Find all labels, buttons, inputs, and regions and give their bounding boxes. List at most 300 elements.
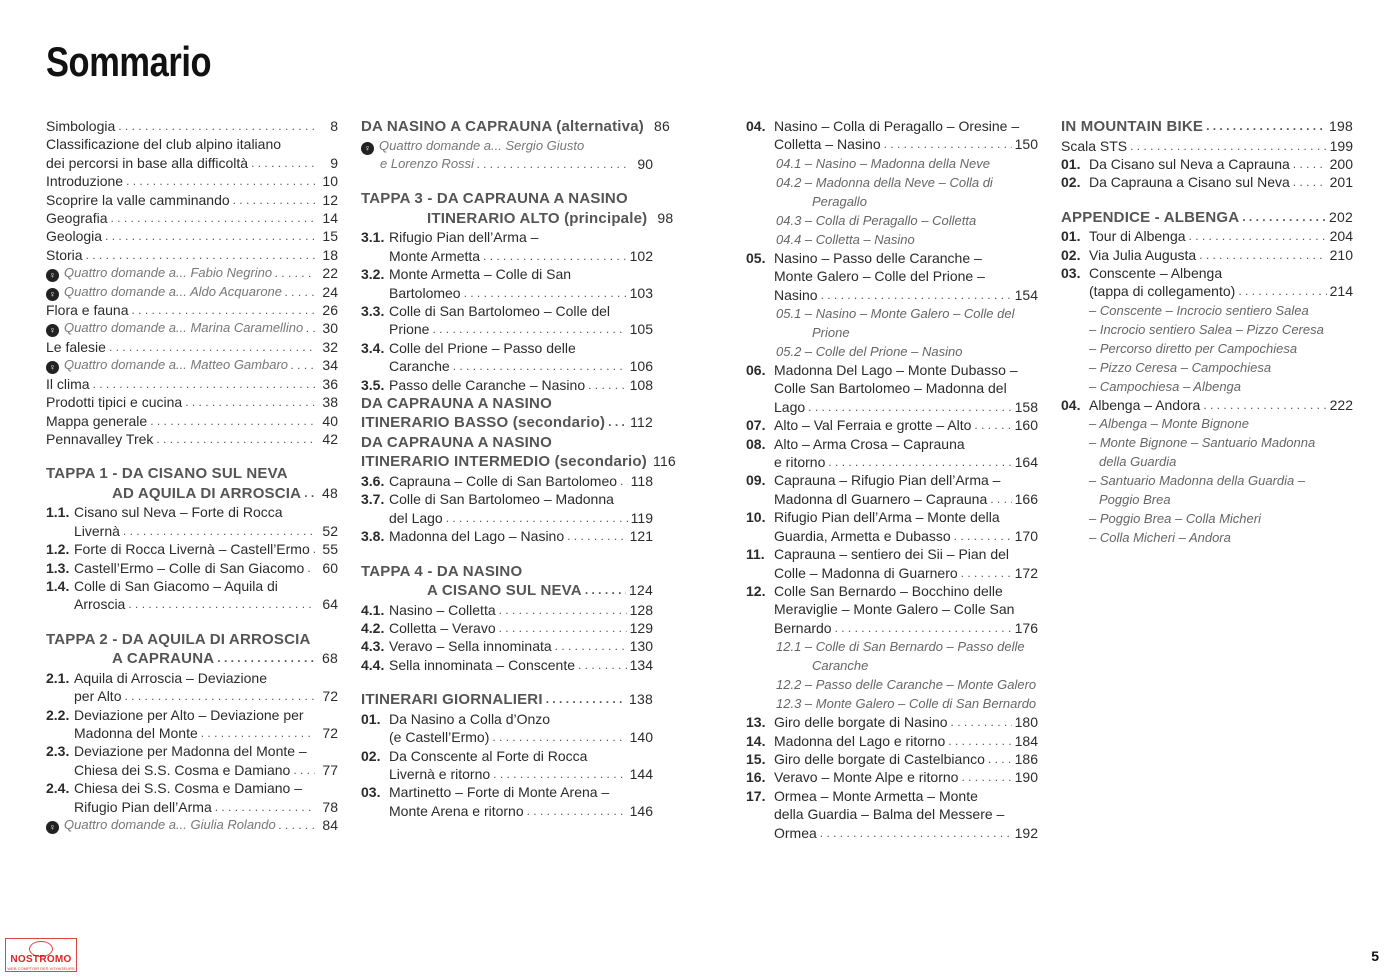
toc-entry-body: [74, 742, 338, 779]
toc-line: [1061, 137, 1353, 155]
toc-entry-body: [46, 430, 338, 448]
toc-page-number: 98: [657, 209, 674, 226]
toc-entry-title: Lago: [774, 398, 806, 415]
toc-entry-line: Ormea – Monte Armetta – Monte: [774, 787, 978, 804]
toc-line: [1089, 227, 1353, 245]
toc-entry: [46, 338, 338, 356]
toc-entry-line: Nasino – Passo delle Caranche –: [774, 249, 982, 266]
sub-entry: 04.1 – Nasino – Madonna della Neve: [776, 155, 990, 171]
toc-page-number: 40: [322, 412, 338, 429]
toc-line: [774, 135, 1038, 153]
toc-entry: [46, 191, 338, 209]
toc-entry-body: [774, 768, 1038, 786]
toc-entry-title: Passo delle Caranche – Nasino: [389, 376, 586, 393]
dot-leader: [313, 540, 315, 558]
toc-page-number: 102: [629, 247, 653, 264]
toc-page-number: 204: [1329, 228, 1353, 245]
toc-page-number: 201: [1329, 174, 1353, 191]
toc-page-number: 90: [637, 155, 653, 172]
numbered-entry: [361, 783, 653, 820]
interview-entry: [361, 137, 653, 155]
toc-entry-body: [46, 172, 338, 190]
toc-entry-body: [46, 393, 338, 411]
toc-entry-title: Geologia: [46, 228, 103, 245]
numbered-entry: [1061, 396, 1353, 414]
toc-entry-body: [389, 783, 653, 820]
numbered-entry: [361, 637, 653, 655]
interview-icon: ♀: [46, 361, 59, 374]
sub-entry: – Conscente – Incrocio sentiero Salea: [1089, 302, 1309, 318]
toc-entry-title: Simbologia: [46, 118, 116, 134]
toc-entry-body: [1089, 155, 1353, 173]
numbered-entry: [361, 656, 653, 674]
toc-entry-title: Madonna del Monte: [74, 724, 198, 741]
toc-entry-title: AD AQUILA DI ARROSCIA: [112, 484, 302, 502]
numbered-entry: [746, 117, 1038, 154]
dot-leader: [279, 816, 315, 834]
numbered-entry: [746, 416, 1038, 434]
entry-number: 2.2.: [46, 706, 70, 723]
toc-line: [46, 649, 338, 669]
toc-entry-body: [46, 191, 338, 209]
toc-line: [46, 816, 338, 834]
numbered-entry: [746, 545, 1038, 582]
entry-number: 06.: [746, 362, 766, 379]
toc-entry-line: della Guardia – Balma del Messere –: [774, 806, 1005, 823]
toc-page-number: 36: [322, 375, 338, 392]
toc-entry-line: Nasino – Colla di Peragallo – Oresine –: [774, 118, 1020, 134]
toc-entry-line: Monte Galero – Colle del Prione –: [774, 268, 985, 285]
toc-page-number: 10: [322, 173, 338, 190]
toc-entry-title: Nasino – Colletta: [389, 601, 496, 618]
toc-line: [46, 283, 338, 301]
toc-entry-body: [46, 338, 338, 356]
dot-leader: [126, 172, 315, 190]
toc-entry-body: [46, 319, 338, 337]
dot-leader: [215, 798, 315, 816]
toc-page-number: 68: [322, 650, 338, 667]
toc-entry-title: Da Cisano sul Neva a Caprauna: [1089, 155, 1290, 172]
entry-number: 3.7.: [361, 491, 385, 508]
numbered-entry: [361, 527, 653, 545]
section-heading-line: DA CAPRAUNA A NASINO: [361, 433, 552, 451]
toc-line: [46, 191, 338, 209]
toc-line: [774, 564, 1038, 582]
section-heading: [361, 433, 676, 472]
dot-leader: [1199, 246, 1326, 264]
toc-entry: [46, 227, 338, 245]
numbered-entry: [361, 747, 653, 784]
numbered-entry: [746, 361, 1038, 416]
toc-page-number: 9: [330, 154, 338, 171]
entry-number: 04.: [1061, 396, 1081, 413]
numbered-entry: [746, 435, 1038, 472]
numbered-entry: [46, 742, 338, 779]
toc-page-number: 214: [1329, 283, 1353, 300]
toc-column-1: [46, 117, 338, 834]
entry-number: 2.4.: [46, 780, 70, 797]
toc-page-number: 134: [629, 656, 653, 673]
toc-line: [361, 452, 676, 472]
toc-entry-body: [389, 527, 653, 545]
sub-entry: 04.3 – Colla di Peragallo – Colletta: [776, 212, 977, 228]
toc-page-number: 12: [322, 191, 338, 208]
dot-leader: [123, 522, 315, 540]
toc-page-number: 166: [1014, 490, 1038, 507]
toc-entry-body: [774, 713, 1038, 731]
toc-entry-title: Rifugio Pian dell’Arma: [74, 798, 212, 815]
toc-line: [46, 338, 338, 356]
dot-leader: [499, 619, 627, 637]
dot-leader: [884, 135, 1012, 153]
numbered-entry: [746, 508, 1038, 545]
dot-leader: [446, 509, 628, 527]
entry-number: 01.: [361, 710, 381, 727]
toc-entry-body: [46, 356, 338, 374]
toc-entry-line: Da Conscente al Forte di Rocca: [389, 747, 588, 764]
toc-entry-body: [389, 637, 653, 655]
entry-number: 3.2.: [361, 266, 385, 283]
dot-leader: [1189, 227, 1327, 245]
dot-leader: [828, 453, 1011, 471]
toc-line: [74, 724, 338, 742]
sub-entry-continuation: Peragallo: [812, 193, 867, 209]
toc-entry-title: [361, 155, 474, 173]
toc-entry-title: Storia: [46, 246, 83, 263]
toc-entry-title: Livernà e ritorno: [389, 765, 491, 782]
toc-page-number: 200: [1329, 155, 1353, 172]
sub-entry: – Albenga – Monte Bignone: [1089, 416, 1249, 432]
page-number: 5: [1371, 948, 1379, 964]
toc-line: [361, 137, 653, 155]
toc-entry-title: Bernardo: [774, 619, 832, 636]
dot-leader: [185, 393, 315, 411]
toc-page-number: 172: [1014, 564, 1038, 581]
toc-page-number: 64: [322, 596, 338, 613]
toc-page-number: 140: [629, 729, 653, 746]
entry-number: 08.: [746, 435, 766, 452]
dot-leader: [988, 750, 1012, 768]
toc-page-number: 192: [1014, 824, 1038, 841]
numbered-entry: [746, 750, 1038, 768]
toc-page-number: 60: [322, 559, 338, 576]
toc-line: [389, 802, 653, 820]
toc-line: [389, 509, 653, 527]
numbered-entry: [46, 706, 338, 743]
toc-page-number: 129: [629, 620, 653, 636]
sub-entry: – Santuario Madonna della Guardia –: [1089, 473, 1306, 489]
toc-entry-title: Da Caprauna a Cisano sul Neva: [1089, 174, 1290, 191]
toc-line: [389, 284, 653, 302]
numbered-entry: [46, 540, 338, 558]
toc-page-number: 150: [1014, 136, 1038, 153]
toc-page-number: 103: [629, 284, 653, 301]
toc-line: [361, 209, 674, 229]
interview-entry: [46, 356, 338, 374]
dot-leader: [128, 595, 315, 613]
toc-entry-line: Conscente – Albenga: [1089, 265, 1223, 282]
interview-icon: ♀: [46, 324, 59, 337]
sub-entry: – Poggio Brea – Colla Micheri: [1089, 511, 1261, 527]
sub-entry: 12.2 – Passo delle Caranche – Monte Galero: [776, 677, 1037, 693]
toc-line: [74, 522, 338, 540]
dot-leader: [608, 413, 627, 433]
toc-entry-body: [389, 490, 653, 527]
entry-number: 12.: [746, 582, 766, 599]
toc-entry-line: Martinetto – Forte di Monte Arena –: [389, 784, 610, 801]
entry-number: 10.: [746, 509, 766, 526]
toc-entry-title: Livernà: [74, 522, 120, 539]
toc-entry-body: [74, 577, 338, 614]
dot-leader: [109, 338, 315, 356]
toc-entry-title: Forte di Rocca Livernà – Castell’Ermo: [74, 541, 310, 558]
entry-number: 02.: [361, 747, 381, 764]
publisher-logo: [5, 938, 77, 972]
toc-entry-title: Geografia: [46, 210, 108, 227]
toc-page-number: 160: [1014, 417, 1038, 434]
toc-line: [389, 472, 653, 490]
toc-entry-title: Mappa generale: [46, 412, 148, 429]
toc-entry-title: Chiesa dei S.S. Cosma e Damiano: [74, 761, 291, 778]
numbered-entry: [746, 249, 1038, 304]
dot-leader: [93, 375, 315, 393]
numbered-entry: [46, 577, 338, 614]
dot-leader: [124, 687, 315, 705]
entry-number: 1.1.: [46, 504, 70, 521]
entry-number: 1.3.: [46, 559, 70, 576]
dot-leader: [432, 320, 626, 338]
dot-leader: [453, 357, 627, 375]
numbered-entry: [1061, 227, 1353, 245]
toc-entry-line: Colle di San Bartolomeo – Colle del: [389, 302, 611, 319]
toc-entry-title: Prodotti tipici e cucina: [46, 394, 183, 411]
toc-entry-title: (tappa di collegamento): [1089, 283, 1236, 300]
entry-number: 2.3.: [46, 743, 70, 760]
entry-number: 04.: [746, 118, 766, 134]
toc-entry-body: [389, 747, 653, 784]
toc-entry-body: [46, 301, 338, 319]
entry-number: 4.4.: [361, 656, 385, 673]
toc-line: [361, 690, 653, 710]
entry-number: 3.8.: [361, 528, 385, 545]
toc-page-number: 121: [629, 528, 653, 545]
toc-page-number: 128: [629, 601, 653, 618]
interview-title: Quattro domande a... Sergio Giusto: [379, 137, 585, 153]
toc-entry: [1061, 137, 1353, 155]
toc-line: [46, 172, 338, 190]
toc-line: [389, 728, 653, 746]
toc-line: [361, 117, 670, 137]
toc-page-number: 119: [630, 509, 653, 526]
interview-icon: ♀: [46, 269, 59, 282]
interview-title: Quattro domande a... Marina Caramellino: [64, 320, 304, 336]
toc-line: [46, 117, 338, 135]
toc-entry-body: [74, 669, 338, 706]
toc-entry-body: [774, 508, 1038, 545]
toc-entry-title: A CAPRAUNA: [112, 650, 215, 668]
entry-number: 2.1.: [46, 669, 70, 686]
toc-entry-title: Pennavalley Trek: [46, 430, 154, 447]
toc-line: [361, 155, 653, 173]
toc-entry-line: Chiesa dei S.S. Cosma e Damiano –: [74, 780, 302, 797]
section-heading: [361, 189, 674, 228]
toc-entry-title: Madonna del Lago e ritorno: [774, 732, 946, 749]
toc-page-number: 84: [322, 817, 338, 833]
entry-number: 14.: [746, 732, 766, 749]
toc-page-number: 186: [1014, 750, 1038, 767]
entry-number: 17.: [746, 787, 766, 804]
toc-page-number: 106: [629, 358, 653, 375]
interview-title: Quattro domande a... Aldo Acquarone: [64, 283, 283, 299]
toc-entry: [46, 412, 338, 430]
toc-line: [774, 732, 1038, 750]
toc-entry-title: Nasino: [774, 286, 818, 303]
dot-leader: [201, 724, 315, 742]
toc-entry-title: Guardia, Armetta e Dubasso: [774, 527, 951, 544]
toc-line: [389, 247, 653, 265]
logo-subtext: WEB COMPTOIR DES VOYAGEURS: [7, 966, 75, 971]
toc-entry-title: Caranche: [389, 358, 450, 375]
toc-line: [46, 264, 338, 282]
toc-page-number: 130: [629, 638, 653, 655]
toc-entry-line: Da Nasino a Colla d’Onzo: [389, 710, 551, 727]
dot-leader: [217, 649, 315, 669]
dot-leader: [275, 264, 315, 282]
interview-icon: ♀: [46, 288, 59, 301]
toc-page-number: 48: [322, 484, 338, 501]
dot-leader: [493, 765, 626, 783]
toc-line: [389, 656, 653, 674]
sub-entry: 05.1 – Nasino – Monte Galero – Colle del: [776, 306, 1015, 322]
toc-line: [46, 430, 338, 448]
toc-page-number: 199: [1329, 137, 1353, 154]
toc-entry-title: APPENDICE - ALBENGA: [1061, 208, 1240, 226]
entry-number: 09.: [746, 472, 766, 489]
toc-entry-title: Giro delle borgate di Castelbianco: [774, 750, 985, 767]
toc-page-number: 198: [1329, 118, 1353, 134]
dot-leader: [961, 768, 1011, 786]
toc-page-number: 190: [1014, 769, 1038, 786]
sub-entry-continuation: della Guardia: [1099, 454, 1177, 470]
dot-leader: [954, 527, 1012, 545]
toc-page-number: 18: [322, 246, 338, 263]
interview-entry: [361, 155, 653, 173]
toc-line: [389, 765, 653, 783]
section-heading: [46, 464, 338, 503]
toc-entry-title: Monte Arena e ritorno: [389, 802, 524, 819]
toc-entry-body: [1089, 264, 1353, 301]
toc-page-number: 170: [1014, 527, 1038, 544]
sub-entry: – Incrocio sentiero Salea – Pizzo Ceresa: [1089, 321, 1324, 337]
entry-number: 01.: [1061, 228, 1081, 245]
section-heading-line: TAPPA 1 - DA CISANO SUL NEVA: [46, 465, 288, 483]
toc-entry-title: [46, 816, 276, 834]
toc-page-number: 138: [629, 691, 653, 708]
toc-column-4: [1061, 117, 1353, 547]
toc-entry-title: Bartolomeo: [389, 284, 461, 301]
dot-leader: [1242, 208, 1326, 228]
toc-entry-title: Ormea: [774, 824, 817, 841]
toc-line: [774, 527, 1038, 545]
toc-line: [1089, 246, 1353, 264]
toc-entry: [46, 246, 338, 264]
toc-line: [46, 246, 338, 264]
sub-entry-continuation: Poggio Brea: [1099, 492, 1171, 508]
sub-entry: – Colla Micheri – Andora: [1089, 530, 1231, 546]
toc-entry-title: Madonna del Lago – Nasino: [389, 528, 565, 545]
dot-leader: [304, 484, 315, 504]
toc-line: [46, 393, 338, 411]
dot-leader: [1238, 282, 1326, 300]
toc-line: [74, 798, 338, 816]
section-heading: [1061, 208, 1353, 228]
toc-entry-title: dei percorsi in base alla difficoltà: [46, 154, 249, 171]
numbered-entry: [46, 779, 338, 816]
toc-entry-title: ITINERARI GIORNALIERI: [361, 691, 543, 709]
interview-title: Quattro domande a... Giulia Rolando: [64, 817, 276, 832]
toc-page-number: 34: [322, 357, 338, 374]
interview-title: e Lorenzo Rossi: [380, 155, 474, 171]
toc-entry-title: Albenga – Andora: [1089, 396, 1201, 413]
toc-line: [74, 761, 338, 779]
numbered-entry: [1061, 173, 1353, 191]
toc-entry-title: Introduzione: [46, 173, 124, 190]
toc-page-number: 42: [322, 430, 338, 447]
toc-entry-title: Arroscia: [74, 596, 126, 613]
toc-entry-title: [46, 319, 303, 337]
dot-leader: [585, 581, 626, 601]
dot-leader: [118, 117, 315, 135]
toc-line: [389, 320, 653, 338]
toc-entry-title: [46, 283, 282, 301]
toc-entry-title: Giro delle borgate di Nasino: [774, 714, 948, 731]
toc-page-number: 108: [629, 376, 653, 393]
entry-number: 3.4.: [361, 339, 385, 356]
sub-entry: 04.4 – Colletta – Nasino: [776, 231, 915, 247]
toc-entry-body: [389, 619, 653, 637]
page-title: Sommario: [46, 38, 212, 85]
dot-leader: [285, 283, 315, 301]
toc-entry-body: [389, 710, 653, 747]
toc-entry-body: [389, 228, 653, 265]
toc-entry-title: Colletta – Nasino: [774, 136, 881, 153]
entry-number: 01.: [1061, 155, 1081, 172]
dot-leader: [974, 416, 1011, 434]
section-heading-line: TAPPA 3 - DA CAPRAUNA A NASINO: [361, 190, 628, 208]
dot-leader: [477, 155, 630, 173]
toc-page-number: 72: [322, 724, 338, 741]
toc-line: [389, 637, 653, 655]
toc-page-number: 55: [322, 541, 338, 558]
toc-entry-title: Alto – Val Ferraia e grotte – Alto: [774, 417, 972, 434]
entry-number: 03.: [361, 784, 381, 801]
toc-line: [46, 356, 338, 374]
toc-entry-body: [774, 750, 1038, 768]
toc-entry-line: Madonna Del Lago – Monte Dubasso –: [774, 362, 1018, 379]
numbered-entry: [361, 339, 653, 376]
toc-entry-title: Sella innominata – Conscente: [389, 656, 576, 673]
toc-entry-line: Alto – Arma Crosa – Caprauna: [774, 435, 965, 452]
toc-entry-line: Caprauna – Rifugio Pian dell’Arma –: [774, 472, 1001, 489]
toc-line: [361, 581, 653, 601]
toc-line: [389, 527, 653, 545]
toc-page-number: 210: [1329, 246, 1353, 263]
toc-page-number: 14: [322, 210, 338, 227]
toc-entry-line: Deviazione per Alto – Deviazione per: [74, 706, 304, 723]
entry-number: 02.: [1061, 174, 1081, 191]
dot-leader: [951, 713, 1012, 731]
toc-entry-body: [389, 601, 653, 619]
